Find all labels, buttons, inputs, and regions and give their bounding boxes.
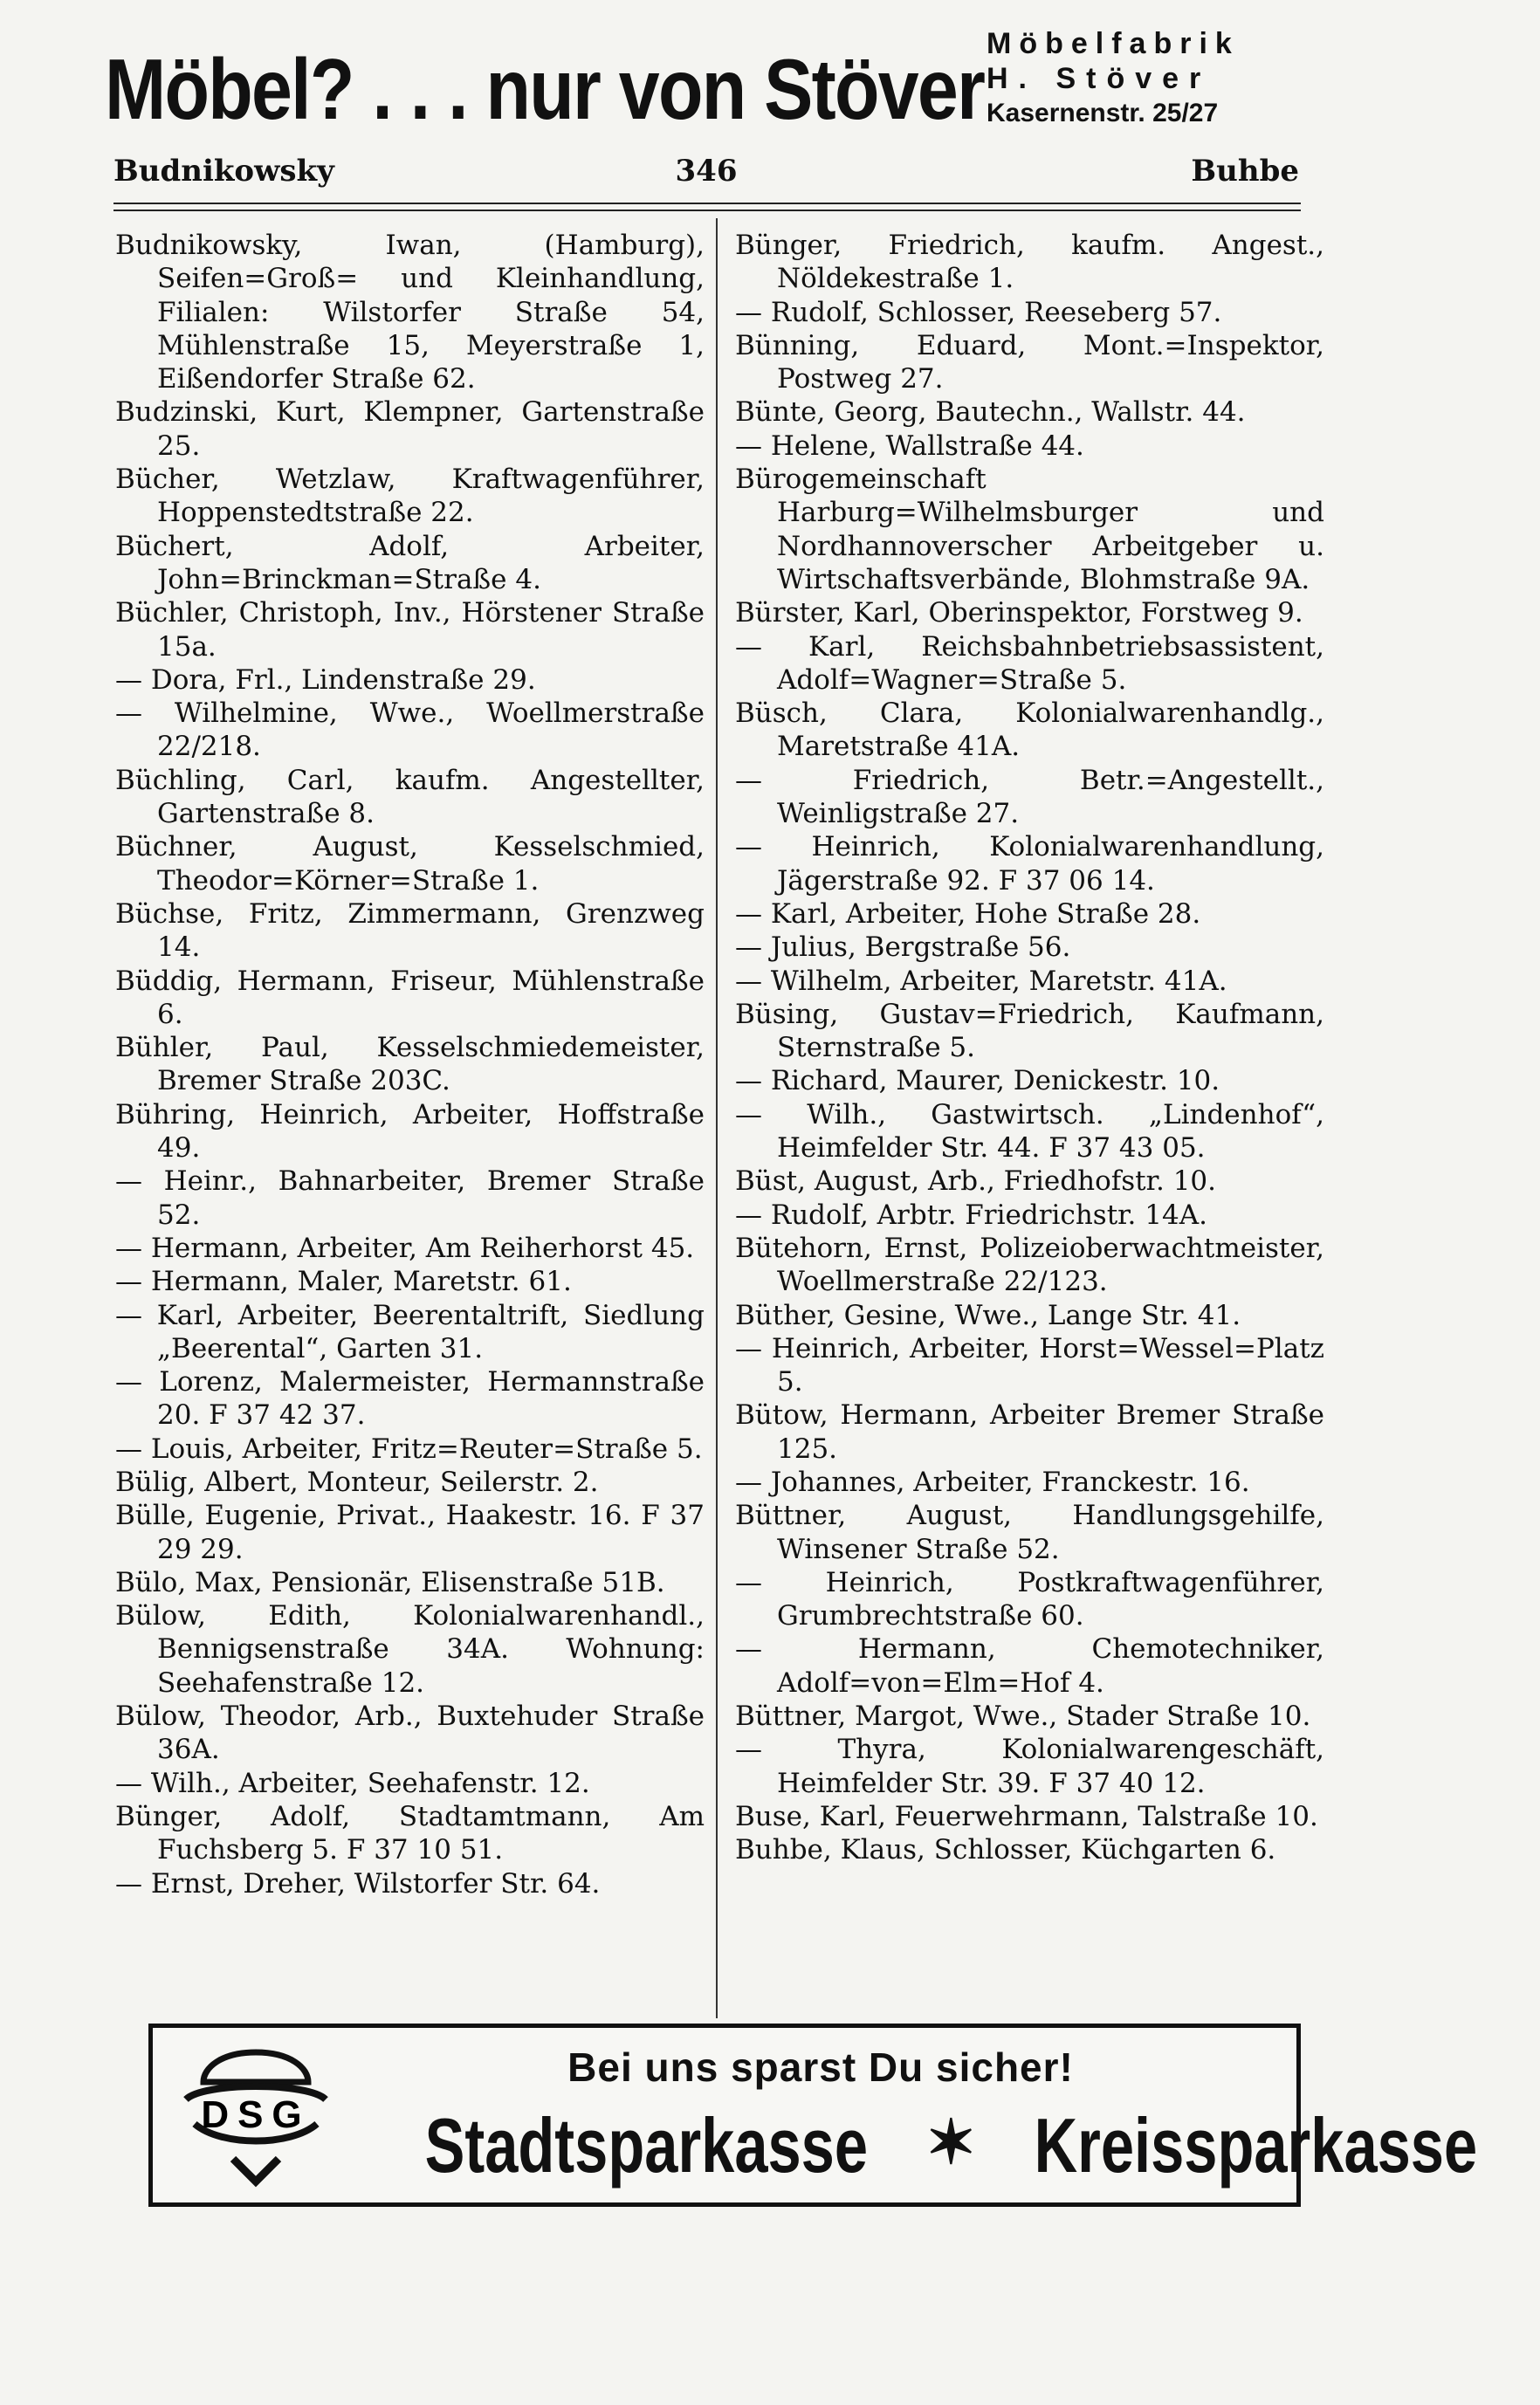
directory-entry: — Ernst, Dreher, Wilstorfer Str. 64. [115, 1867, 601, 1900]
directory-entry: Büttner, August, Handlungsgehilfe, Winsener Straße 52. [735, 1500, 1324, 1565]
directory-entry: — Helene, Wallstraße 44. [735, 429, 1084, 462]
directory-entry: — Heinrich, Postkraftwagenführer, Grumbrechtstraße 60. [735, 1566, 1324, 1632]
directory-entry: Bünning, Eduard, Mont.=Inspektor, Postweg 27. [735, 329, 1324, 395]
directory-entry: — Richard, Maurer, Denickestr. 10. [735, 1065, 1220, 1097]
header-left-keyword: Budnikowsky [113, 154, 334, 189]
logo-letters: DSG [201, 2093, 311, 2136]
directory-entry: Bürster, Karl, Oberinspektor, Forstweg 9. [735, 597, 1303, 629]
ad-firm-block [987, 26, 1275, 131]
directory-entry: Büchling, Carl, kaufm. Angestellter, Gartenstraße 8. [115, 764, 705, 830]
directory-entry: Bünte, Georg, Bautechn., Wallstr. 44. [735, 396, 1246, 429]
directory-entry: — Hermann, Maler, Maretstr. 61. [115, 1266, 572, 1298]
directory-entry: Bülo, Max, Pensionär, Elisenstraße 51B. [115, 1566, 665, 1598]
running-header [113, 154, 1299, 197]
directory-entry: Bühler, Paul, Kesselschmiedemeister, Bremer Straße 203C. [115, 1032, 705, 1097]
directory-entry: — Lorenz, Malermeister, Hermannstraße 20. F 37 42 37. [115, 1366, 705, 1432]
directory-entry: — Wilh., Gastwirtsch. „Lindenhof“, Heimfelder Str. 44. F 37 43 05. [735, 1098, 1324, 1165]
directory-entry: Büsing, Gustav=Friedrich, Kaufmann, Sternstraße 5. [735, 998, 1324, 1064]
directory-entry: — Heinrich, Kolonialwarenhandlung, Jägerstraße 92. F 37 06 14. [735, 831, 1324, 897]
directory-entry: Budzinski, Kurt, Klempner, Gartenstraße 25. [115, 396, 705, 462]
directory-entry: Budnikowsky, Iwan, (Hamburg), Seifen=Groß= und Kleinhandlung, Filialen: Wilstorfer Straße 54, Mühlenstraße 15, Meyerstraße 1, Eißendorfer Straße 62. [115, 230, 705, 395]
directory-entry: Buse, Karl, Feuerwehrmann, Talstraße 10. [735, 1800, 1318, 1832]
directory-entry: — Karl, Arbeiter, Beerentaltrift, Siedlung „Beerental“, Garten 31. [115, 1299, 705, 1364]
directory-entry: Bünger, Adolf, Stadtamtmann, Am Fuchsberg 5. F 37 10 51. [115, 1800, 705, 1866]
star-icon: ✶ [925, 2108, 977, 2176]
directory-entry: Büchner, August, Kesselschmied, Theodor=Körner=Straße 1. [115, 831, 705, 897]
header-right-keyword: Buhbe [1191, 154, 1299, 189]
directory-entry: Buhbe, Klaus, Schlosser, Küchgarten 6. [735, 1834, 1276, 1866]
directory-entry: — Karl, Reichsbahnbetriebsassistent, Adolf=Wagner=Straße 5. [735, 630, 1324, 696]
directory-entry: — Heinrich, Arbeiter, Horst=Wessel=Platz 5. [735, 1332, 1324, 1398]
directory-entry: — Dora, Frl., Lindenstraße 29. [115, 663, 536, 696]
directory-entry: — Thyra, Kolonialwarengeschäft, Heimfelder Str. 39. F 37 40 12. [735, 1734, 1324, 1799]
directory-entry: — Rudolf, Arbtr. Friedrichstr. 14A. [735, 1199, 1207, 1231]
ad-bank-names [362, 2101, 1478, 2190]
dsg-logo-icon [168, 2044, 343, 2194]
bank-name-kreissparkasse: Kreissparkasse [1034, 2102, 1478, 2189]
directory-entry: — Rudolf, Schlosser, Reeseberg 57. [735, 296, 1222, 328]
directory-entry: Büther, Gesine, Wwe., Lange Str. 41. [735, 1299, 1241, 1331]
directory-entry: Büttner, Margot, Wwe., Stader Straße 10. [735, 1701, 1311, 1733]
directory-entry: — Wilhelmine, Wwe., Woellmerstraße 22/218. [115, 697, 705, 763]
directory-entry: Bürogemeinschaft Harburg=Wilhelmsburger und Nordhannoverscher Arbeitgeber u. Wirtschaftsverbände, Blohmstraße 9A. [735, 464, 1324, 595]
ad-firm-line2: H. Stöver [987, 62, 1212, 95]
directory-entry: — Wilh., Arbeiter, Seehafenstr. 12. [115, 1767, 590, 1799]
left-column [115, 229, 705, 1900]
directory-entry: — Hermann, Arbeiter, Am Reiherhorst 45. [115, 1232, 695, 1264]
directory-entry: — Johannes, Arbeiter, Franckestr. 16. [735, 1466, 1250, 1498]
page-number: 346 [675, 154, 738, 189]
column-divider [716, 218, 718, 2018]
right-column [735, 229, 1324, 1867]
directory-entry: Bücher, Wetzlaw, Kraftwagenführer, Hoppenstedtstraße 22. [115, 464, 705, 529]
ad-firm-line3: Kasernenstr. 25/27 [987, 99, 1219, 127]
directory-entry: Büchert, Adolf, Arbeiter, John=Brinckman=Straße 4. [115, 530, 705, 595]
bank-name-stadtsparkasse: Stadtsparkasse [424, 2102, 869, 2189]
top-advertisement [105, 19, 1275, 150]
directory-entry: Bünger, Friedrich, kaufm. Angest., Nöldekestraße 1. [735, 230, 1324, 295]
directory-entry: Bütow, Hermann, Arbeiter Bremer Straße 125. [735, 1399, 1324, 1465]
directory-entry: Bülow, Edith, Kolonialwarenhandl., Bennigsenstraße 34A. Wohnung: Seehafenstraße 12. [115, 1600, 705, 1699]
directory-entry: Büst, August, Arb., Friedhofstr. 10. [735, 1165, 1216, 1198]
directory-entry: — Wilhelm, Arbeiter, Maretstr. 41A. [735, 965, 1227, 997]
directory-entry: Büsch, Clara, Kolonialwarenhandlg., Maretstraße 41A. [735, 697, 1324, 763]
directory-entry: — Hermann, Chemotechniker, Adolf=von=Elm=Hof 4. [735, 1633, 1324, 1699]
bottom-advertisement [148, 2024, 1478, 2207]
directory-entry: Bülle, Eugenie, Privat., Haakestr. 16. F 37 29 29. [115, 1500, 705, 1565]
directory-entry: — Julius, Bergstraße 56. [735, 931, 1071, 964]
directory-entry: — Heinr., Bahnarbeiter, Bremer Straße 52. [115, 1165, 705, 1231]
directory-entry: — Louis, Arbeiter, Fritz=Reuter=Straße 5. [115, 1433, 703, 1465]
directory-entry: Bühring, Heinrich, Arbeiter, Hoffstraße 49. [115, 1098, 705, 1165]
ad-firm-line1: Möbelfabrik [987, 27, 1240, 60]
directory-entry: Büddig, Hermann, Friseur, Mühlenstraße 6. [115, 965, 705, 1030]
directory-entry: Büchler, Christoph, Inv., Hörstener Straße 15a. [115, 597, 705, 663]
directory-entry: Büchse, Fritz, Zimmermann, Grenzweg 14. [115, 897, 705, 964]
header-rule-double [113, 210, 1301, 211]
directory-entry: — Karl, Arbeiter, Hohe Straße 28. [735, 897, 1201, 930]
directory-entry: Bütehorn, Ernst, Polizeioberwachtmeister, Woellmerstraße 22/123. [735, 1232, 1324, 1298]
directory-entry: Bülow, Theodor, Arb., Buxtehuder Straße 36A. [115, 1701, 705, 1766]
directory-entry: Bülig, Albert, Monteur, Seilerstr. 2. [115, 1466, 599, 1498]
directory-entry: — Friedrich, Betr.=Angestellt., Weinligstraße 27. [735, 764, 1324, 830]
ad-slogan: Möbel? . . . nur von Stöver [105, 41, 985, 137]
header-rule [113, 203, 1301, 204]
ad-tagline: Bei uns sparst Du sicher! [567, 2044, 1074, 2090]
